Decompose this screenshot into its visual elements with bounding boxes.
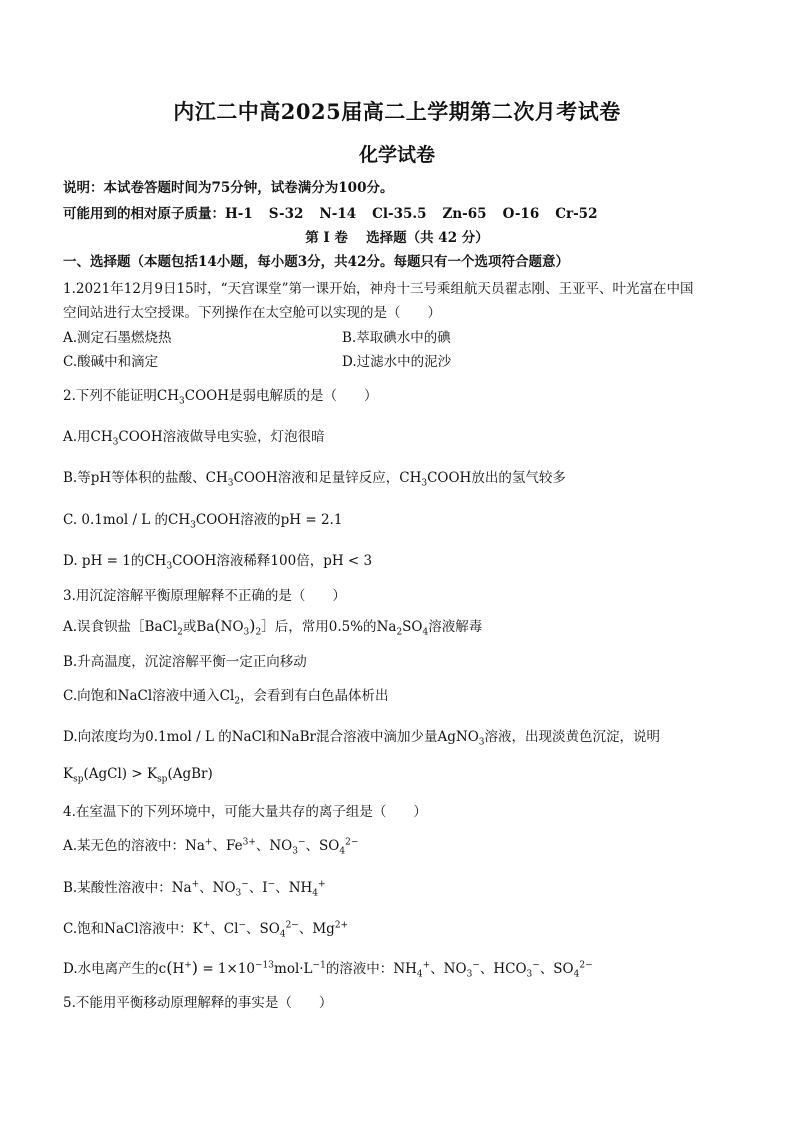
- part1-heading: 一、选择题（本题包括14小题，每小题3分，共42分。每题只有一个选项符合题意）: [63, 254, 569, 270]
- q3-option-d: D.向浓度均为0.1mol / L 的NaCl和NaBr混合溶液中滴加少量AgNO$_3$溶液，出现淡黄色沉淀，说明: [63, 729, 660, 748]
- q2-stem-text: 2.下列不能证明: [63, 388, 157, 404]
- q4-option-b: B.某酸性溶液中：Na+、$NO_3^-$、I−、$NH_4^+$: [63, 879, 326, 899]
- q3-option-a: A.误食钡盐［BaCl$_2$或$Ba(NO_3)_2]$后，常用0.5%的$Na_2SO_4$溶液解毒: [63, 616, 483, 638]
- q2-option-text: C. 0.1mol / L 的: [63, 512, 169, 528]
- q3-option-b: B.升高温度，沉淀溶解平衡一定正向移动: [63, 654, 307, 670]
- q2-stem-text: 是弱电解质的是（ ）: [228, 388, 378, 404]
- q3-option-text: (AgBr): [167, 766, 213, 782]
- q1-stem-line2: 空间站进行太空授课。下列操作在太空舱可以实现的是（ ）: [63, 305, 441, 321]
- q4-stem: 4.在室温下的下列环境中，可能大量共存的离子组是（ ）: [63, 804, 427, 820]
- q3-option-d-line2: $K_{sp}(AgCl)$ > $K_{sp}(AgBr)$: [63, 766, 213, 785]
- q3-option-text: ］后，常用0.5%的: [261, 619, 377, 635]
- atomic-mass-line: [63, 202, 613, 222]
- exam-subject: 化学试卷: [358, 144, 435, 166]
- q2-option-text: B.等pH等体积的盐酸、: [63, 470, 206, 486]
- q2-option-c: C. 0.1mol / L 的$CH_3COOH$溶液的pH = 2.1: [63, 512, 343, 531]
- q3-option-text: 或: [182, 619, 197, 635]
- q5-stem: 5.不能用平衡移动原理解释的事实是（ ）: [63, 995, 333, 1011]
- q2-option-text: 溶液稀释100倍，pH < 3: [216, 553, 373, 569]
- q2-option-text: A.用: [63, 429, 91, 445]
- q4-option-text: D.水电离产生的: [63, 961, 159, 977]
- q2-option-text: 溶液做导电实验，灯泡很暗: [162, 429, 325, 445]
- atomic-mass-label: 可能用到的相对原子质量：: [63, 206, 225, 222]
- q2-option-text: 放出的氢气较多: [471, 470, 566, 486]
- q4-option-text: C.饱和NaCl溶液中：: [63, 921, 193, 937]
- q3-option-text: ，会看到有白色晶体析出: [240, 688, 389, 704]
- atomic-mass-item: S-32: [268, 206, 304, 222]
- q1-option-a: A.测定石墨燃烧热: [63, 330, 172, 346]
- q4-option-text: B.某酸性溶液中：: [63, 880, 172, 896]
- atomic-mass-item: Cr-52: [555, 206, 598, 222]
- q3-option-text: 溶液解毒: [428, 619, 483, 635]
- q4-option-a: A.某无色的溶液中：Na+、$Fe^{3+}$、$NO_3^-$、$SO_4^{2-}$: [63, 837, 359, 857]
- q4-option-c: C.饱和NaCl溶液中：K+、Cl−、$SO_4^{2-}$、$Mg^{2+}$: [63, 920, 349, 940]
- q2-option-d: D. pH = 1的$CH_3COOH$溶液稀释100倍，pH < 3: [63, 553, 373, 572]
- q2-stem: 2.下列不能证明$CH_3COOH$是弱电解质的是（ ）: [63, 388, 378, 407]
- atomic-mass-item: Zn-65: [442, 206, 487, 222]
- q2-option-a: A.用$CH_3COOH$溶液做导电实验，灯泡很暗: [63, 429, 325, 448]
- q4-option-text: 的溶液中：: [325, 961, 394, 977]
- atomic-mass-item: O-16: [502, 206, 540, 222]
- atomic-mass-item: Cl-35.5: [372, 206, 427, 222]
- q1-option-c: C.酸碱中和滴定: [63, 354, 159, 370]
- q3-option-text: (AgCl) >: [83, 766, 143, 782]
- q3-option-c: C.向饱和NaCl溶液中通入$Cl_2$，会看到有白色晶体析出: [63, 688, 389, 707]
- q2-option-b: B.等pH等体积的盐酸、$CH_3COOH$溶液和足量锌反应，$CH_3COOH$放出的氢气较多: [63, 470, 566, 489]
- atomic-mass-item: N-14: [319, 206, 357, 222]
- q2-option-text: 溶液的pH = 2.1: [240, 512, 343, 528]
- atomic-mass-item: H-1: [225, 206, 253, 222]
- exam-title: 内江二中高2025届高二上学期第二次月考试卷: [173, 99, 621, 124]
- q3-stem: 3.用沉淀溶解平衡原理解释不正确的是（ ）: [63, 588, 346, 604]
- q3-option-text: D.向浓度均为0.1mol / L 的NaCl和NaBr混合溶液中滴加少量: [63, 729, 438, 745]
- q2-option-text: 溶液和足量锌反应，: [277, 470, 400, 486]
- q4-option-d: D.水电离产生的$c(H^+) = 1\times 10^{-13}mol\cdot L^{-1}$的溶液中：$NH_4^+$、$NO_3^-$、$HCO_3^-$、$SO_4^{2-}$: [63, 958, 593, 980]
- q4-option-text: A.某无色的溶液中：: [63, 838, 186, 854]
- q3-option-text: C.向饱和NaCl溶液中通入: [63, 688, 220, 704]
- volume-heading: 第 I 卷 选择题（共 42 分）: [305, 230, 489, 246]
- q3-option-text: 溶液，出现淡黄色沉淀，说明: [484, 729, 660, 745]
- q1-stem-line1: 1.2021年12月9日15时，“天宫课堂”第一课开始，神舟十三号乘组航天员翟志刚、王亚平、叶光富在中国: [63, 281, 694, 297]
- q1-option-b: B.萃取碘水中的碘: [342, 330, 451, 346]
- exam-instruction: 说明：本试卷答题时间为75分钟，试卷满分为100分。: [63, 180, 394, 196]
- q1-option-d: D.过滤水中的泥沙: [342, 354, 452, 370]
- q2-option-text: D. pH = 1的: [63, 553, 145, 569]
- q3-option-text: A.误食钡盐［: [63, 619, 145, 635]
